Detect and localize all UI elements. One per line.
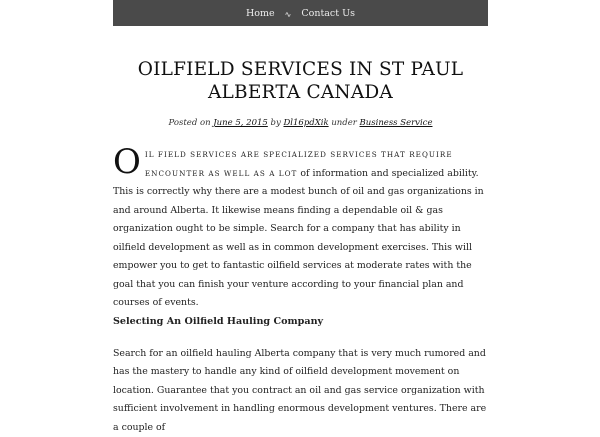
intro-text: of information and specialized ability. This is correctly why there are a modest bunch of oil and gas organizations in and around Alberta. It likewise means finding a dependable oil & gas organization ought to be simple. Search for a company that has ability in oilfield development as well as in common development exercises. This will empower you to get to fantastic oilfield services at moderate rates with the goal that you can finish your venture according to your financial plan and courses of events. — [113, 168, 484, 309]
post-date-link[interactable]: June 5, 2015 — [213, 118, 268, 128]
post-content — [113, 58, 488, 437]
post-author-link[interactable]: Dl16pdXik — [283, 118, 328, 128]
meta-by: by — [271, 118, 281, 128]
nav-separator-icon: ∿ — [285, 10, 292, 19]
drop-cap: O — [113, 147, 141, 177]
meta-posted-on: Posted on — [169, 118, 211, 128]
paragraph-2: Search for an oilfield hauling Alberta company that is very much rumored and has the mastery to handle any kind of oilfield development movement on location. Guarantee that you contract an oil and gas service organization with sufficient involvement in handling enormous development ventures. There are a couple of — [113, 345, 488, 437]
nav-home-link[interactable]: Home — [246, 8, 275, 19]
intro-smallcaps: IL FIELD SERVICES ARE SPECIALIZED SERVICES THAT REQUIRE ENCOUNTER AS WELL AS A LOT — [145, 150, 453, 178]
post-title: OILFIELD SERVICES IN ST PAUL ALBERTA CANADA — [113, 58, 488, 104]
intro-paragraph — [113, 146, 488, 313]
top-nav — [113, 0, 488, 26]
post-category-link[interactable]: Business Service — [360, 118, 433, 128]
section-heading: Selecting An Oilfield Hauling Company — [113, 313, 488, 331]
post-meta — [113, 118, 488, 128]
meta-under: under — [331, 118, 356, 128]
post-body — [113, 146, 488, 437]
nav-contact-link[interactable]: Contact Us — [301, 8, 355, 19]
